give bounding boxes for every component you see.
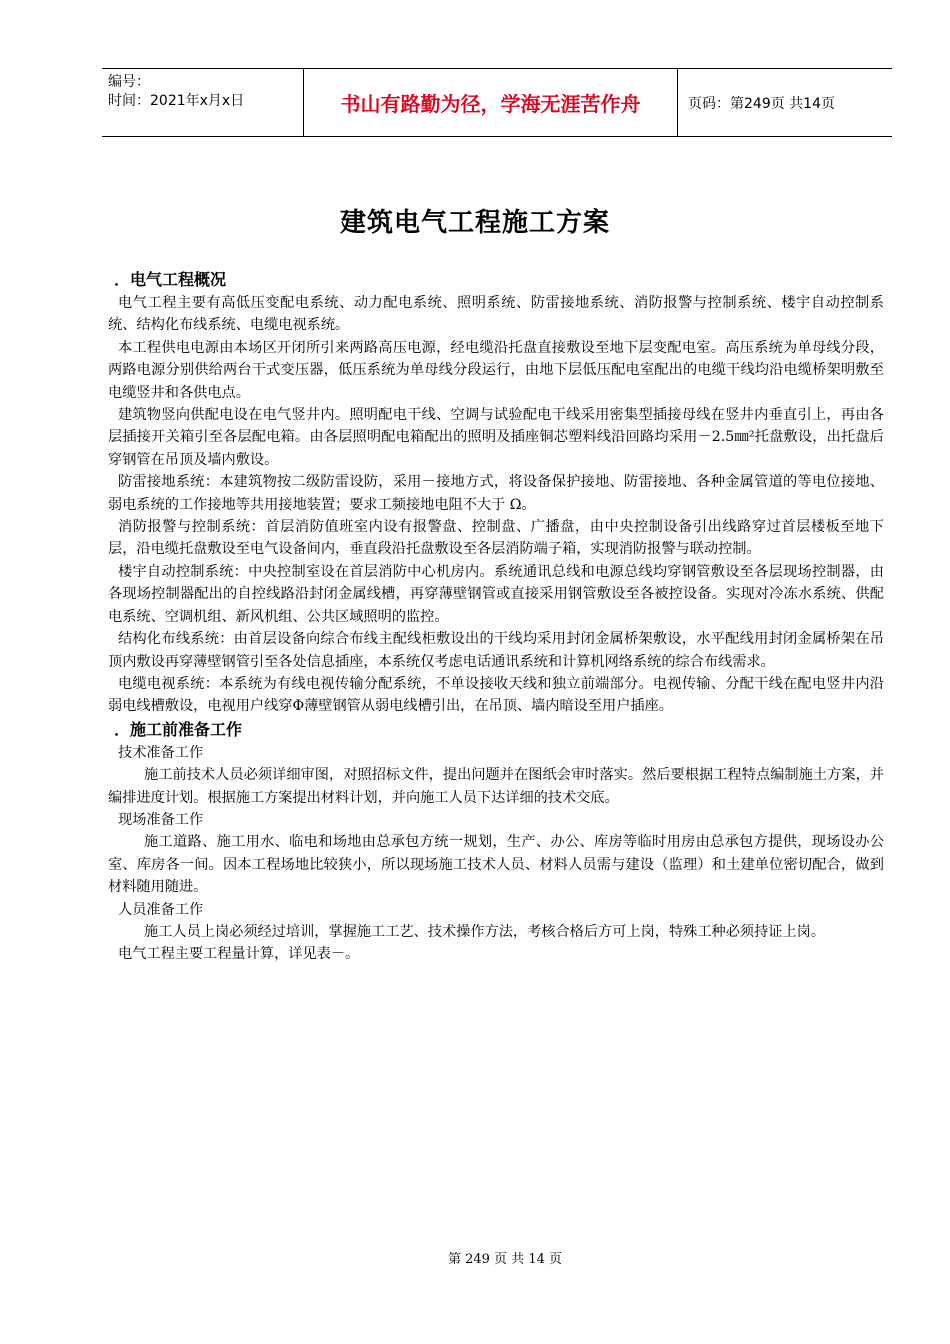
section-heading: ．施工前准备工作 [114, 719, 243, 739]
subsection-title: 技术准备工作 [118, 744, 204, 761]
document-body [108, 268, 884, 966]
paragraph: 电气工程主要有高低压变配电系统、动力配电系统、照明系统、防雷接地系统、消防报警与控制系统、楼宇自动控制系统、结构化布线系统、电缆电视系统。 [108, 295, 884, 334]
paragraph: 结构化布线系统：由首层设备向综合布线主配线柜敷设出的干线均采用封闭金属桥架敷设，水平配线用封闭金属桥架在吊顶内敷设再穿薄壁钢管引至各处信息插座，本系统仅考虑电话通讯系统和计算机网络系统的综合布线需求。 [108, 631, 884, 670]
section-heading: ．电气工程概况 [114, 270, 227, 289]
document-title: 建筑电气工程施工方案 [339, 208, 610, 238]
subsection-title: 人员准备工作 [118, 901, 204, 918]
paragraph: 施工道路、施工用水、临电和场地由总承包方统一规划，生产、办公、库房等临时用房由总承包方提供，现场设办公室、库房各一间。因本工程场地比较狭小，所以现场施工技术人员、材料人员需与建设（监理）和土建单位密切配合，做到材料随用随进。 [108, 834, 884, 896]
page-footer: 第 249 页 共 14 页 [447, 1252, 563, 1267]
page-header [102, 68, 892, 137]
paragraph: 消防报警与控制系统：首层消防值班室内设有报警盘、控制盘、广播盘，由中央控制设备引出线路穿过首层楼板至地下层，沿电缆托盘敷设至电气设备间内，垂直段沿托盘敷设至各层消防端子箱，实现消防报警与联动控制。 [108, 519, 884, 558]
paragraph: 电缆电视系统：本系统为有线电视传输分配系统，不单设接收天线和独立前端部分。电视传输、分配干线在配电竖井内沿弱电线槽敷设，电视用户线穿Φ薄壁钢管从弱电线槽引出，在吊顶、墙内暗设至用户插座。 [108, 675, 884, 715]
paragraph: 施工前技术人员必须详细审图，对照招标文件，提出问题并在图纸会审时落实。然后要根据工程特点编制施土方案，并编排进度计划。根据施工方案提出材料计划，并向施工人员下达详细的技术交底。 [108, 767, 884, 806]
time-label: 时间：2021年x月x日 [108, 93, 245, 109]
paragraph: 施工人员上岗必须经过培训，掌握施工工艺、技术操作方法，考核合格后方可上岗，特殊工种必须持证上岗。 [144, 923, 826, 940]
header-motto: 书山有路勤为径，学海无涯苦作舟 [304, 69, 678, 136]
header-page-label: 页码：第249页 共14页 [688, 95, 835, 112]
closing-line: 电气工程主要工程量计算，详见表－。 [118, 946, 360, 963]
paragraph: 楼宇自动控制系统：中央控制室设在首层消防中心机房内。系统通讯总线和电源总线均穿钢管敷设至各层现场控制器，由各现场控制器配出的自控线路沿封闭金属线槽，再穿薄壁钢管或直接采用钢管敷设至各被控设备。实现对冷冻水系统、供配电系统、空调机组、新风机组、公共区域照明的监控。 [108, 563, 884, 625]
header-meta [102, 69, 304, 136]
number-label: 编号： [108, 74, 150, 90]
paragraph: 本工程供电电源由本场区开闭所引来两路高压电源，经电缆沿托盘直接敷设至地下层变配电室。高压系统为单母线分段，两路电源分别供给两台干式变压器，低压系统为单母线分段运行，由地下层低压配电室配出的电缆干线均沿电缆桥架明敷至电缆竖井和各供电点。 [108, 339, 884, 401]
paragraph: 建筑物竖向供配电设在电气竖井内。照明配电干线、空调与试验配电干线采用密集型插接母线在竖井内垂直引上，再由各层插接开关箱引至各层配电箱。由各层照明配电箱配出的照明及插座铜芯塑料线沿回路均采用－2.5㎜²托盘敷设，出托盘后穿钢管在吊顶及墙内敷设。 [108, 407, 884, 468]
paragraph: 防雷接地系统：本建筑物按二级防雷设防，采用－接地方式，将设备保护接地、防雷接地、各种金属管道的等电位接地、弱电系统的工作接地等共用接地装置；要求工频接地电阻不大于 Ω。 [108, 474, 884, 513]
subsection-title: 现场准备工作 [118, 811, 204, 828]
